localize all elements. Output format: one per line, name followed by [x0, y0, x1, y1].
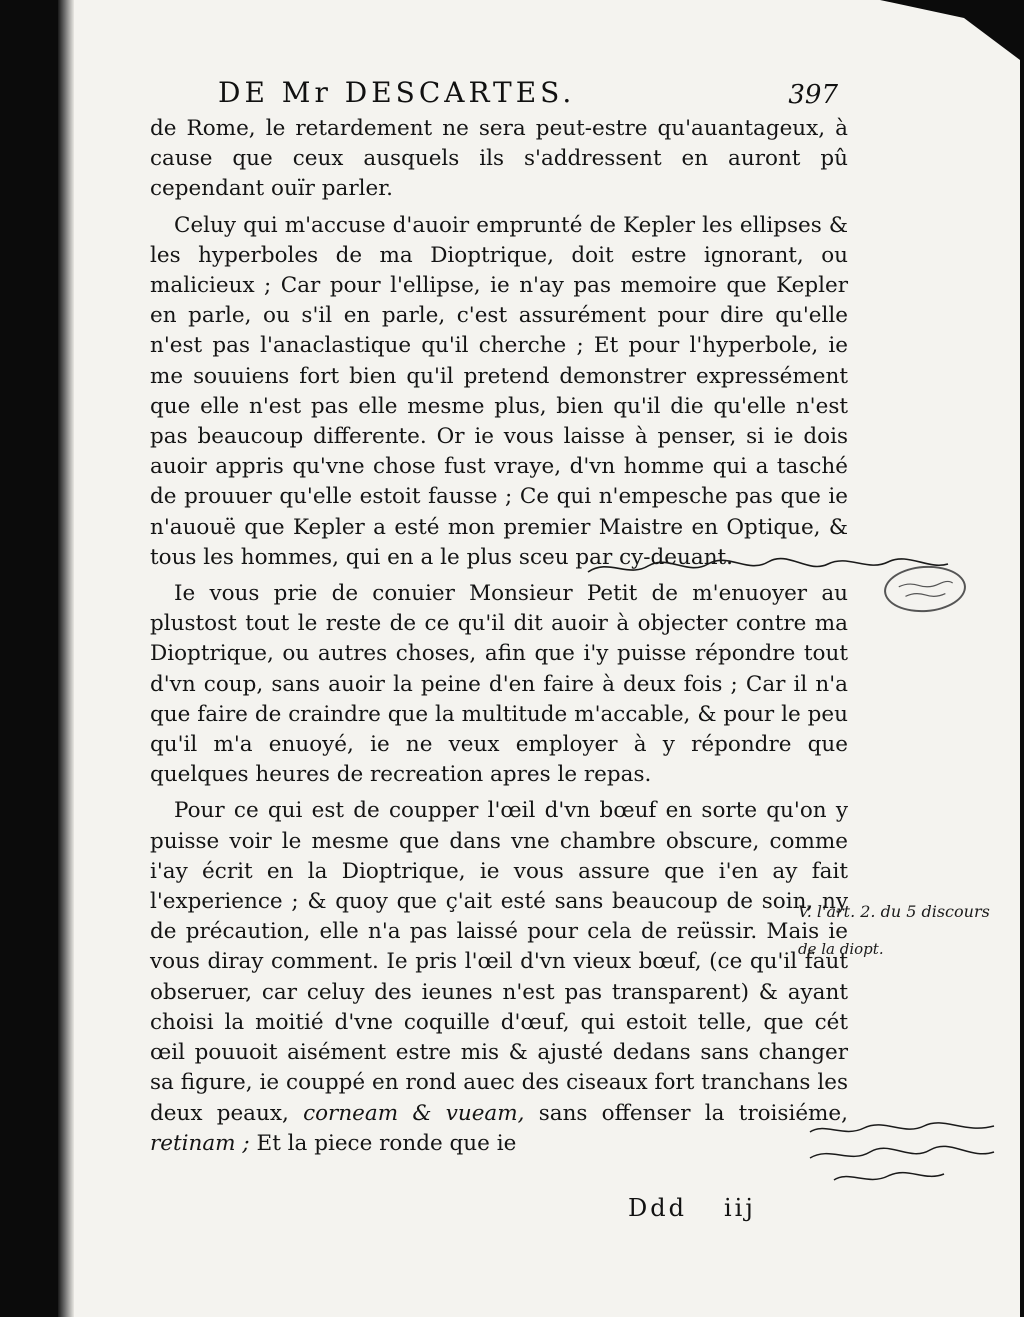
paragraph-text: Pour ce qui est de coupper l'œil d'vn bœuf en sorte qu'on y puisse voir le mesme que dans vne chambre obscure, comme i'ay écrit en la Dioptrique, ie vous assure que i'en ay fait l'experience ; & quoy que ç'ait esté sans beaucoup de soin, ny de précaution, elle n'a pas laissé pour cela de reüssir. Mais ie vous diray comment. Ie pris l'œil d'vn vieux bœuf, (ce qu'il faut obseruer, car celuy des ieunes n'est pas transparent) & ayant choisi la moitié d'vne coquille d'œuf, qui estoit telle, que cét œil pouuoit aisément estre mis & ajusté dedans sans changer sa figure, ie couppé en rond auec des ciseaux fort tranchans les deux peaux,: [150, 798, 848, 1126]
signature-mark: Ddd: [628, 1194, 687, 1222]
header-title: DE Mr DESCARTES.: [218, 76, 576, 109]
page-number: 397: [788, 80, 838, 110]
handwritten-annotation: [578, 548, 958, 588]
torn-corner: [880, 0, 1020, 60]
paragraph: de Rome, le retardement ne sera peut-estre qu'auantageux, à cause que ceux ausquels ils s'addressent en auront pû cependant ouïr parler.: [150, 116, 848, 202]
paragraph: Ie vous prie de conuier Monsieur Petit de m'enuoyer au plustost tout le reste de ce qu'il dit auoir à objecter contre ma Dioptrique, ou autres choses, afin que i'y puisse répondre tout d'vn coup, sans auoir la peine d'en faire à deux fois ; Car il n'a que faire de craindre que la multitude m'accable, & pour le peu qu'il m'a enuoyé, ie ne veux employer à y répondre que quelques heures de recreation apres le repas.: [150, 581, 848, 788]
handwritten-annotation: [804, 1112, 1004, 1192]
paragraph: Celuy qui m'accuse d'auoir emprunté de Kepler les ellipses & les hyperboles de ma Dioptrique, doit estre ignorant, ou malicieux ; Car pour l'ellipse, ie n'ay pas memoire que Kepler en parle, ou s'il en parle, c'est assurément pour dire qu'elle n'est pas l'anaclastique qu'il cherche ; Et pour l'hyperbole, ie me souuiens fort bien qu'il pretend demonstrer expressément que elle n'est pas elle mesme plus, bien qu'il die qu'elle n'est pas beaucoup differente. Or ie vous laisse à penser, si ie dois auoir appris qu'vne chose fust vraye, d'vn homme qui a tasché de prouuer qu'elle estoit fausse ; Ce qui n'empesche pas que ie n'auouë que Kepler a esté mon premier Maistre en Optique, & tous les hommes, qui en a le plus sceu par cy-deuant.: [150, 212, 848, 570]
leaf-number: iij: [724, 1194, 756, 1222]
book-page: [58, 0, 1020, 1317]
running-header: [218, 76, 838, 110]
latin-term: retinam ;: [150, 1130, 250, 1156]
body-text: [150, 114, 848, 1159]
page-footer: [628, 1194, 788, 1228]
margin-note: de la diopt.: [798, 940, 884, 958]
paragraph-text: sans offenser la troisiéme,: [538, 1100, 848, 1126]
margin-note: V. l'art. 2. du 5 discours: [798, 902, 990, 921]
page-gutter-shadow: [58, 0, 74, 1317]
paragraph: [150, 796, 848, 1158]
paragraph-text: Et la piece ronde que ie: [256, 1130, 517, 1156]
latin-term: corneam & vueam,: [303, 1100, 525, 1126]
